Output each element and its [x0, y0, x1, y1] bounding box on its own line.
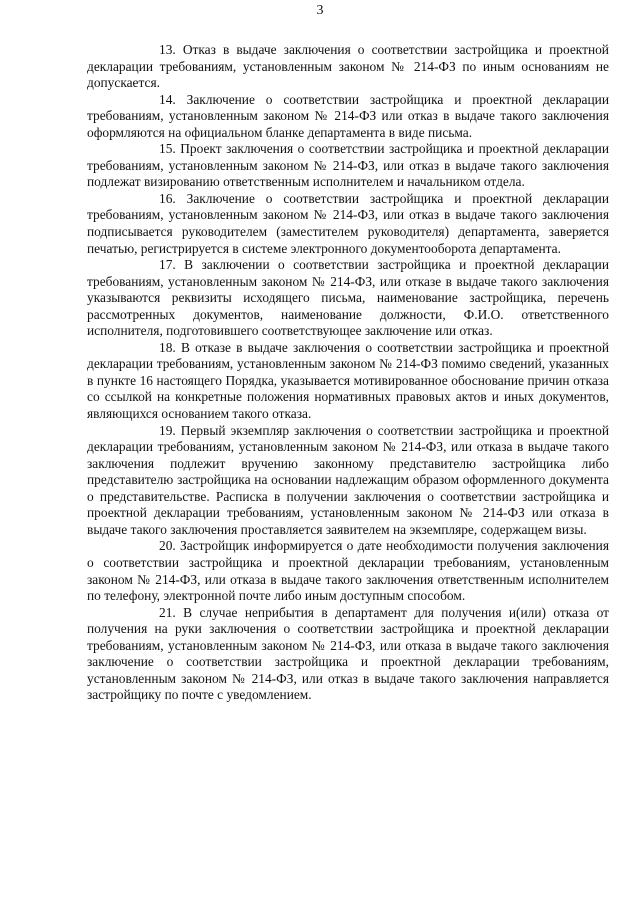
- paragraph-18: [87, 340, 609, 423]
- paragraph-text: Проект заключения о соответствии застройщика и проектной декларации требованиям, установленным законом № 214-ФЗ, или отказ в выдаче такого заключения подлежат визированию ответственным исполнителем и начальником отдела.: [87, 141, 609, 190]
- paragraph-number: 21.: [159, 604, 176, 620]
- paragraph-number: 16.: [159, 190, 176, 206]
- paragraph-21: [87, 605, 609, 704]
- paragraph-text: Заключение о соответствии застройщика и проектной декларации требованиям, установленным законом № 214-ФЗ или отказ в выдаче такого заключения оформляются на официальном бланке департамента в виде письма.: [87, 91, 609, 140]
- paragraph-number: 20.: [159, 538, 176, 554]
- paragraph-text: В заключении о соответствии застройщика и проектной декларации требованиям, установленным законом № 214-ФЗ, или отказе в выдаче такого заключения указываются реквизиты исходящего письма, наименование застройщика, перечень рассмотренных документов, наименование должности, Ф.И.О. ответственного исполнителя, подготовившего соответствующее заключение или отказ.: [87, 257, 609, 339]
- paragraph-text: В отказе в выдаче заключения о соответствии застройщика и проектной декларации требованиям, установленным законом № 214-ФЗ помимо сведений, указанных в пункте 16 настоящего Порядка, указывается мотивированное обоснование причин отказа со ссылкой на конкретные положения нормативных правовых актов и иных документов, являющихся основанием такого отказа.: [87, 339, 609, 422]
- paragraph-number: 19.: [159, 422, 176, 438]
- paragraph-text: Заключение о соответствии застройщика и проектной декларации требованиям, установленным законом № 214-ФЗ, или отказ в выдаче такого заключения подписывается руководителем (заместителем руководителя) департамента, заверяется печатью, регистрируется в системе электронного документооборота департамента.: [87, 190, 609, 256]
- paragraph-16: [87, 191, 609, 257]
- paragraph-17: [87, 257, 609, 340]
- paragraph-number: 18.: [159, 339, 176, 355]
- paragraph-number: 13.: [159, 42, 176, 57]
- paragraph-text: Отказ в выдаче заключения о соответствии застройщика и проектной декларации требованиям, установленным законом № 214-ФЗ по иным основаниям не допускается.: [87, 42, 609, 91]
- document-body: [87, 42, 609, 704]
- page-number: 3: [316, 3, 324, 18]
- paragraph-number: 17.: [159, 257, 176, 273]
- paragraph-13: [87, 42, 609, 92]
- paragraph-19: [87, 423, 609, 539]
- paragraph-number: 15.: [159, 141, 176, 157]
- paragraph-15: [87, 141, 609, 191]
- paragraph-text: Первый экземпляр заключения о соответствии застройщика и проектной декларации требованиям, установленным законом № 214-ФЗ, или отказа в выдаче такого заключения подлежит вручению законному представителю застройщика либо представителю застройщика на основании надлежащим образом оформленного документа о представительстве. Расписка в получении заключения о соответствии застройщика и проектной декларации требованиям, установленным законом № 214-ФЗ или отказа в выдаче такого заключения проставляется заявителем на экземпляре, содержащем визы.: [87, 422, 609, 537]
- paragraph-number: 14.: [159, 91, 176, 107]
- paragraph-text: В случае неприбытия в департамент для получения и(или) отказа от получения на руки заключения о соответствии застройщика и проектной декларации требованиям, установленным законом № 214-ФЗ, или отказа в выдаче такого заключения заключение о соответствии застройщика и проектной декларации требованиям, установленным законом № 214-ФЗ, или отказ в выдаче такого заключения направляется застройщику по почте с уведомлением.: [87, 604, 609, 703]
- paragraph-20: [87, 538, 609, 604]
- paragraph-text: Застройщик информируется о дате необходимости получения заключения о соответствии застройщика и проектной декларации требованиям, установленным законом № 214-ФЗ, или отказа в выдаче такого заключения ответственным исполнителем по телефону, электронной почте либо иным доступным способом.: [87, 538, 609, 604]
- paragraph-14: [87, 92, 609, 142]
